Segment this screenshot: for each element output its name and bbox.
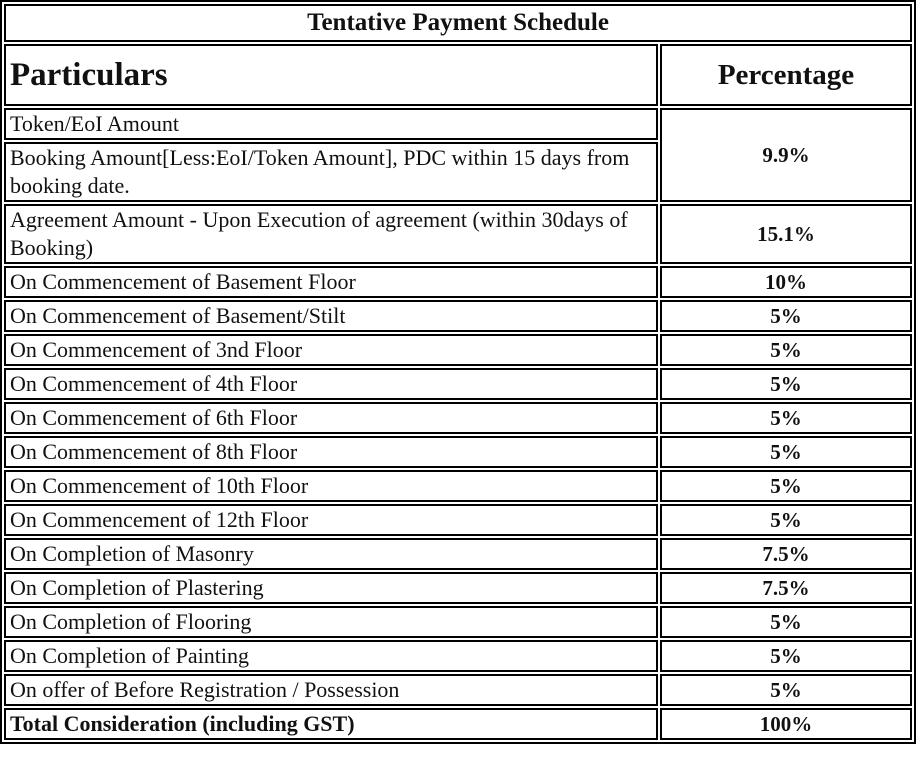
particular-cell: On Commencement of 4th Floor xyxy=(4,368,658,400)
table-row xyxy=(4,470,912,502)
particulars-header: Particulars xyxy=(4,44,658,106)
table-row xyxy=(4,334,912,366)
table-row xyxy=(4,300,912,332)
table-row xyxy=(4,606,912,638)
percentage-cell: 5% xyxy=(660,674,912,706)
particular-cell: On offer of Before Registration / Possession xyxy=(4,674,658,706)
title-row xyxy=(4,4,912,42)
table-row xyxy=(4,108,912,140)
percentage-cell: 5% xyxy=(660,334,912,366)
particular-cell: On Completion of Painting xyxy=(4,640,658,672)
percentage-cell: 10% xyxy=(660,266,912,298)
percentage-cell: 5% xyxy=(660,640,912,672)
particular-cell: On Commencement of 12th Floor xyxy=(4,504,658,536)
table-row xyxy=(4,504,912,536)
percentage-cell: 7.5% xyxy=(660,572,912,604)
percentage-cell: 5% xyxy=(660,368,912,400)
table-row xyxy=(4,402,912,434)
table-row xyxy=(4,538,912,570)
particular-cell: On Completion of Plastering xyxy=(4,572,658,604)
particular-cell: On Completion of Masonry xyxy=(4,538,658,570)
percentage-cell: 5% xyxy=(660,470,912,502)
table-row xyxy=(4,436,912,468)
percentage-cell: 5% xyxy=(660,402,912,434)
particular-cell: Agreement Amount - Upon Execution of agreement (within 30days of Booking) xyxy=(4,204,658,264)
header-row xyxy=(4,44,912,106)
particular-cell: Token/EoI Amount xyxy=(4,108,658,140)
percentage-cell: 7.5% xyxy=(660,538,912,570)
table-row xyxy=(4,572,912,604)
table-title: Tentative Payment Schedule xyxy=(4,4,912,42)
percentage-cell: 5% xyxy=(660,606,912,638)
percentage-cell: 5% xyxy=(660,504,912,536)
percentage-cell: 5% xyxy=(660,300,912,332)
percentage-cell: 5% xyxy=(660,436,912,468)
particular-cell: On Completion of Flooring xyxy=(4,606,658,638)
table-row xyxy=(4,368,912,400)
total-label: Total Consideration (including GST) xyxy=(4,708,658,740)
percentage-cell: 15.1% xyxy=(660,204,912,264)
total-percentage: 100% xyxy=(660,708,912,740)
particular-cell: On Commencement of Basement Floor xyxy=(4,266,658,298)
table-row xyxy=(4,674,912,706)
particular-cell: Booking Amount[Less:EoI/Token Amount], PDC within 15 days from booking date. xyxy=(4,142,658,202)
particular-cell: On Commencement of Basement/Stilt xyxy=(4,300,658,332)
percentage-cell: 9.9% xyxy=(660,108,912,202)
table-row xyxy=(4,266,912,298)
particular-cell: On Commencement of 8th Floor xyxy=(4,436,658,468)
particular-cell: On Commencement of 3nd Floor xyxy=(4,334,658,366)
table-row xyxy=(4,640,912,672)
particular-cell: On Commencement of 6th Floor xyxy=(4,402,658,434)
percentage-header: Percentage xyxy=(660,44,912,106)
particular-cell: On Commencement of 10th Floor xyxy=(4,470,658,502)
total-row xyxy=(4,708,912,740)
table-row xyxy=(4,204,912,264)
